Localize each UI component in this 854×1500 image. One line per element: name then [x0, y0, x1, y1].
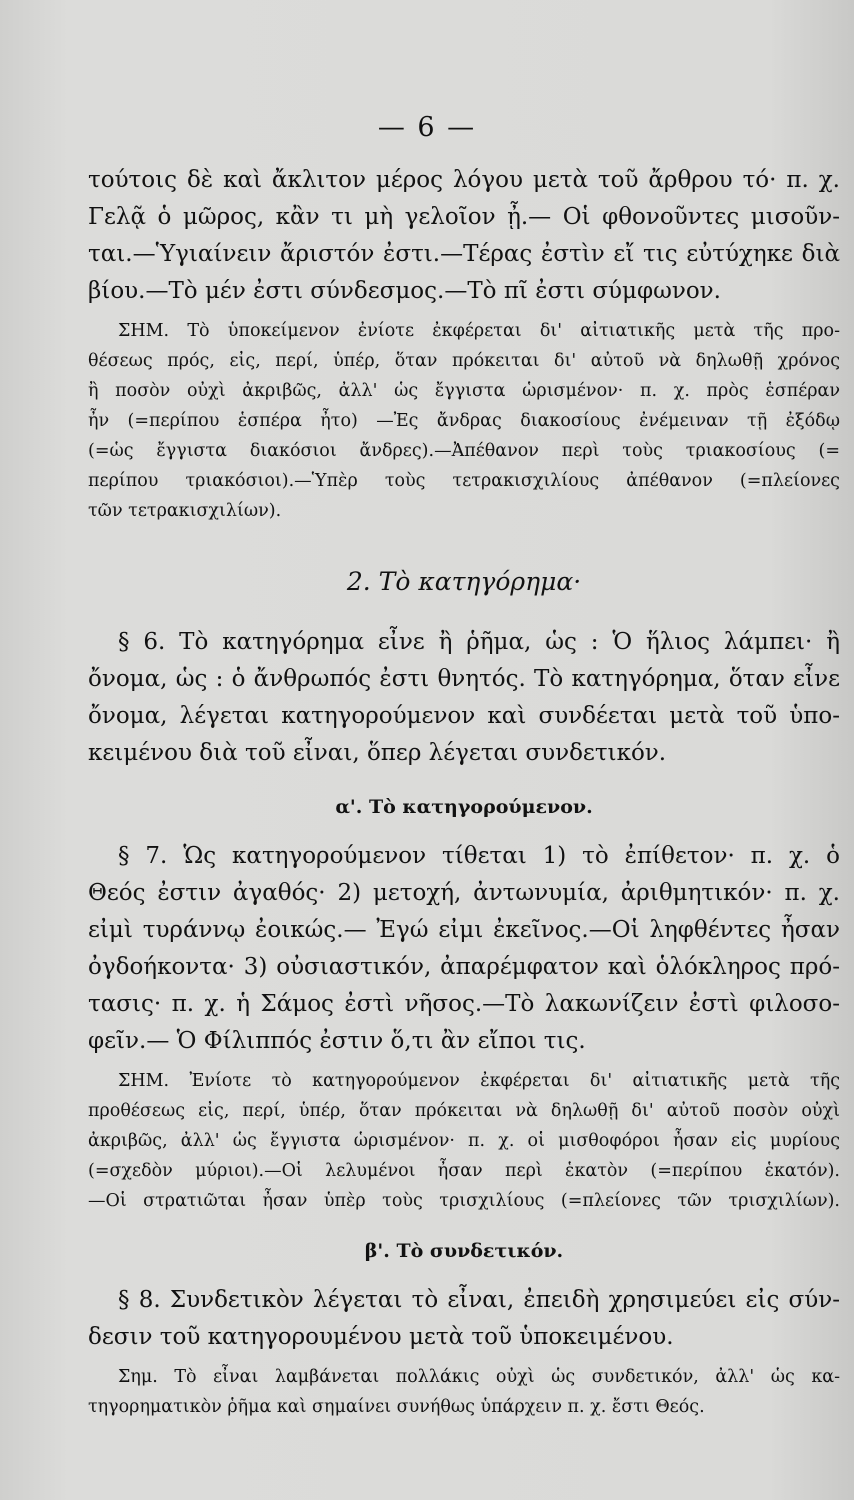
text-line: τηγορηματικὸν ῥῆμα καὶ σημαίνει συνήθως ὑπάρχειν π. χ. ἔστι Θεός.: [88, 1397, 705, 1417]
subheading-predicate: α'. Τὸ κατηγορούμενον.: [335, 796, 593, 818]
text-line: τούτοις δὲ καὶ ἄκλιτον μέρος λόγου μετὰ τοῦ ἄρθρου τό· π. χ.: [88, 167, 840, 193]
text-line: (=σχεδὸν μύριοι).—Οἱ λελυμένοι ἦσαν περὶ ἑκατὸν (=περίπου ἑκατόν).: [88, 1161, 840, 1181]
paragraph-7: [88, 838, 840, 1060]
text-line: —Οἱ στρατιῶται ἦσαν ὑπὲρ τοὺς τρισχιλίους (=πλείονες τῶν τρισχιλίων).: [88, 1191, 840, 1211]
text-line: Θεός ἐστιν ἀγαθός· 2) μετοχή, ἀντωνυμία, ἀριθμητικόν· π. χ.: [88, 880, 840, 906]
text-line: ἦν (=περίπου ἑσπέρα ἦτο) —Ἐς ἄνδρας διακοσίους ἐνέμειναν τῇ ἐξόδῳ: [88, 411, 840, 431]
text-line: ἢ ποσὸν οὐχὶ ἀκριβῶς, ἀλλ' ὡς ἔγγιστα ὡρισμένον· π. χ. πρὸς ἑσπέραν: [88, 381, 840, 401]
note-subject: [88, 316, 840, 526]
text-line: § 7. Ὡς κατηγορούμενον τίθεται 1) τὸ ἐπίθετον· π. χ. ὁ: [118, 843, 840, 869]
text-line: Σημ. Τὸ εἶναι λαμβάνεται πολλάκις οὐχὶ ὡς συνδετικόν, ἀλλ' ὡς κα-: [118, 1367, 840, 1387]
text-line: ὄνομα, λέγεται κατηγορούμενον καὶ συνδέεται μετὰ τοῦ ὑπο-: [88, 703, 840, 729]
page-number: — 6 —: [377, 112, 477, 143]
paragraph-continuation: [88, 162, 840, 310]
section-title: 2. Τὸ κατηγόρημα·: [346, 567, 582, 596]
text-line: ἀκριβῶς, ἀλλ' ὡς ἔγγιστα ὡρισμένον· π. χ. οἱ μισθοφόροι ἦσαν εἰς μυρίους: [88, 1131, 840, 1151]
text-line: εἰμὶ τυράννῳ ἐοικώς.— Ἐγώ εἰμι ἐκεῖνος.—Οἱ ληφθέντες ἦσαν: [88, 917, 840, 943]
text-line: § 6. Τὸ κατηγόρημα εἶνε ἢ ῥῆμα, ὡς : Ὁ ἥλιος λάμπει· ἢ: [118, 629, 840, 655]
text-line: τασις· π. χ. ἡ Σάμος ἐστὶ νῆσος.—Τὸ λακωνίζειν ἐστὶ φιλοσο-: [88, 991, 840, 1017]
text-line: περίπου τριακόσιοι).—Ὑπὲρ τοὺς τετρακισχιλίους ἀπέθανον (=πλείονες: [88, 471, 840, 491]
text-line: δεσιν τοῦ κατηγορουμένου μετὰ τοῦ ὑποκειμένου.: [88, 1324, 674, 1350]
text-line: βίου.—Τὸ μέν ἐστι σύνδεσμος.—Τὸ πῖ ἐστι σύμφωνον.: [88, 278, 721, 304]
text-line: ΣΗΜ. Ἐνίοτε τὸ κατηγορούμενον ἐκφέρεται δι' αἰτιατικῆς μετὰ τῆς: [118, 1071, 840, 1091]
text-line: Γελᾷ ὁ μῶρος, κἂν τι μὴ γελοῖον ᾖ.— Οἱ φθονοῦντες μισοῦν-: [88, 204, 840, 230]
text-line: § 8. Συνδετικὸν λέγεται τὸ εἶναι, ἐπειδὴ χρησιμεύει εἰς σύν-: [118, 1287, 840, 1313]
text-line: ΣΗΜ. Τὸ ὑποκείμενον ἐνίοτε ἐκφέρεται δι' αἰτιατικῆς μετὰ τῆς προ-: [118, 321, 840, 341]
note-predicate: [88, 1066, 840, 1216]
note-copula: [88, 1362, 840, 1422]
text-line: ὄνομα, ὡς : ὁ ἄνθρωπός ἐστι θνητός. Τὸ κατηγόρημα, ὅταν εἶνε: [88, 666, 840, 692]
text-line: προθέσεως εἰς, περί, ὑπέρ, ὅταν πρόκειται νὰ δηλωθῇ δι' αὐτοῦ ποσὸν οὐχὶ: [88, 1101, 840, 1121]
paragraph-8: [88, 1282, 840, 1356]
subheading-copula: β'. Τὸ συνδετικόν.: [364, 1240, 564, 1262]
text-line: ται.—Ὑγιαίνειν ἄριστόν ἐστι.—Τέρας ἐστὶν εἴ τις εὐτύχηκε διὰ: [88, 241, 840, 267]
text-line: φεῖν.— Ὁ Φίλιππός ἐστιν ὅ,τι ἂν εἴποι τις.: [88, 1028, 586, 1054]
text-line: ὀγδοήκοντα· 3) οὐσιαστικόν, ἀπαρέμφατον καὶ ὁλόκληρος πρό-: [88, 954, 840, 980]
text-line: κειμένου διὰ τοῦ εἶναι, ὅπερ λέγεται συνδετικόν.: [88, 740, 667, 766]
page-content: [88, 162, 840, 1422]
text-line: τῶν τετρακισχιλίων).: [88, 501, 282, 521]
paragraph-6: [88, 624, 840, 772]
text-line: (=ὡς ἔγγιστα διακόσιοι ἄνδρες).—Ἀπέθανον περὶ τοὺς τριακοσίους (=: [88, 441, 840, 461]
text-line: θέσεως πρός, εἰς, περί, ὑπέρ, ὅταν πρόκειται δι' αὐτοῦ νὰ δηλωθῇ χρόνος: [88, 351, 840, 371]
